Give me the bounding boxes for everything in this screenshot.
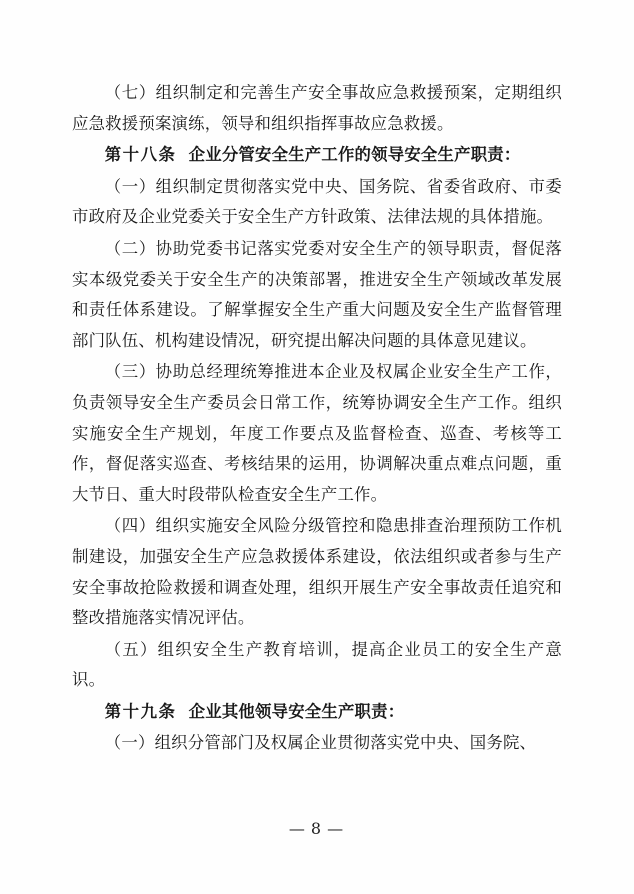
article-number-18: 第十八条 [104,145,177,165]
paragraph-item-7: （七）组织制定和完善生产安全事故应急救援预案，定期组织应急救援预案演练，领导和组织指挥事故应急救援。 [72,83,562,133]
footer-dash-right: — [327,819,346,838]
paragraph-item-18-2: （二）协助党委书记落实党委对安全生产的领导职责，督促落实本级党委关于安全生产的决策部署，推进安全生产领域改革发展和责任体系建设。了解掌握安全生产重大问题及安全生产监督管理部门队伍、机构建设情况，研究提出解决问题的具体意见建议。 [72,238,562,350]
paragraph-item-18-1: （一）组织制定贯彻落实党中央、国务院、省委省政府、市委市政府及企业党委关于安全生产方针政策、法律法规的具体措施。 [72,176,562,227]
page-content [72,78,562,759]
article-number-19: 第十九条 [104,701,177,721]
paragraph-item-18-5: （五）组织安全生产教育培训，提高企业员工的安全生产意识。 [72,639,562,690]
paragraph-item-19-1: （一）组织分管部门及权属企业贯彻落实党中央、国务院、 [104,733,537,753]
article-title-19: 企业其他领导安全生产职责： [188,701,405,721]
page-footer [0,819,634,838]
paragraph-item-18-4: （四）组织实施安全风险分级管控和隐患排查治理预防工作机制建设，加强安全生产应急救援体系建设，依法组织或者参与生产安全事故抢险救援和调查处理，组织开展生产安全事故责任追究和整改措施落实情况评估。 [72,516,562,628]
page-number: 8 [310,819,324,838]
article-heading-19 [72,697,562,728]
article-heading-18 [72,140,562,171]
footer-dash-left: — [288,819,307,838]
paragraph-item-18-3: （三）协助总经理统筹推进本企业及权属企业安全生产工作，负责领导安全生产委员会日常工作，统筹协调安全生产工作。组织实施安全生产规划，年度工作要点及监督检查、巡查、考核等工作，督促落实巡查、考核结果的运用，协调解决重点难点问题，重大节日、重大时段带队检查安全生产工作。 [72,362,562,504]
article-title-18: 企业分管安全生产工作的领导安全生产职责： [188,145,521,165]
